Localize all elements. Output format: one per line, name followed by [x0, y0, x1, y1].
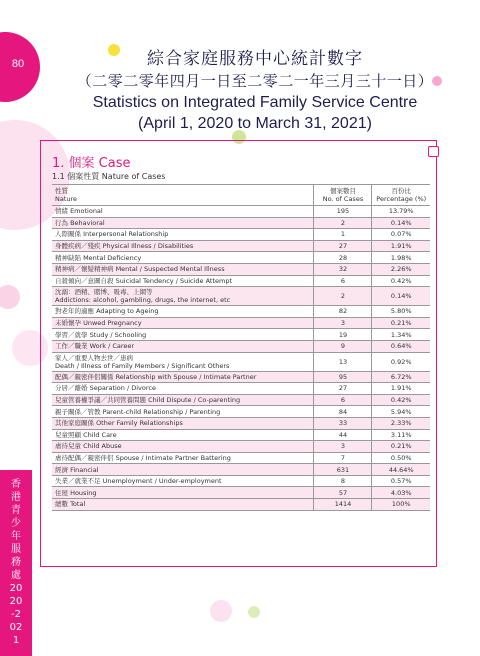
cell-total-percentage: 100% [372, 499, 430, 511]
table-row [52, 306, 430, 318]
cell-nature [52, 240, 314, 252]
cell-nature-text: 對老年的適應 Adapting to Ageing [55, 307, 159, 316]
cell-percentage: 4.03% [372, 487, 430, 499]
cell-percentage: 13.79% [372, 206, 430, 218]
cell-nature [52, 383, 314, 395]
table-row [52, 429, 430, 441]
cell-nature-text: 家人／重要人物去世／患病 [55, 353, 133, 362]
cell-nature [52, 371, 314, 383]
cell-nature-text: 精神病／懷疑精神病 Mental / Suspected Mental Illness [55, 265, 225, 274]
table-row [52, 317, 430, 329]
header-cases [314, 185, 372, 206]
cell-nature-text-2: Death / Illness of Family Members / Significant Others [55, 361, 230, 370]
header-cases-en: No. of Cases [322, 195, 364, 203]
cell-cases: 19 [314, 329, 372, 341]
table-row [52, 487, 430, 499]
section-title: 1. 個案 Case [52, 156, 131, 171]
cell-nature-text: 兒童照顧 Child Care [55, 430, 117, 439]
cell-cases: 57 [314, 487, 372, 499]
cell-cases: 2 [314, 287, 372, 306]
cell-percentage: 0.42% [372, 275, 430, 287]
table-row [52, 206, 430, 218]
table-total-row [52, 499, 430, 511]
table-row [52, 240, 430, 252]
header-nature [52, 185, 314, 206]
cell-percentage: 0.64% [372, 340, 430, 352]
table-row [52, 263, 430, 275]
cell-cases: 9 [314, 340, 372, 352]
cell-percentage: 3.11% [372, 429, 430, 441]
cell-nature [52, 475, 314, 487]
cell-nature-text: 未婚懷孕 Unwed Pregnancy [55, 319, 142, 328]
cell-cases: 84 [314, 406, 372, 418]
section-subtitle: 1.1 個案性質 Nature of Cases [52, 172, 166, 181]
cell-percentage: 2.33% [372, 417, 430, 429]
header-pct-zh: 百份比 [391, 187, 411, 195]
cell-nature-text: 自殺傾向／意圖自殺 Suicidal Tendency / Suicide Attempt [55, 276, 233, 285]
cell-percentage: 44.64% [372, 464, 430, 476]
cell-nature [52, 417, 314, 429]
cell-nature [52, 287, 314, 306]
cell-percentage: 0.14% [372, 217, 430, 229]
cell-nature [52, 275, 314, 287]
cell-cases: 6 [314, 275, 372, 287]
cell-percentage: 0.50% [372, 452, 430, 464]
cell-percentage: 1.91% [372, 240, 430, 252]
cell-cases: 33 [314, 417, 372, 429]
table-row [52, 352, 430, 371]
page-number: 80 [11, 58, 25, 70]
cell-cases: 3 [314, 317, 372, 329]
cell-cases: 6 [314, 394, 372, 406]
table-row [52, 441, 430, 453]
cell-percentage: 0.14% [372, 287, 430, 306]
cell-cases: 28 [314, 252, 372, 264]
cell-percentage: 2.26% [372, 263, 430, 275]
decor-circle-pink-bottom [210, 600, 232, 622]
table-row [52, 452, 430, 464]
header-cases-zh: 個案數目 [329, 187, 356, 195]
cell-nature [52, 252, 314, 264]
side-label: 香港青少年服務處 2020-2021 [9, 479, 23, 646]
cell-nature [52, 317, 314, 329]
title-zh-line2: （二零二零年四月一日至二零二一年三月三十一日） [76, 72, 434, 90]
title-block [60, 48, 450, 134]
table-row [52, 252, 430, 264]
cell-nature [52, 441, 314, 453]
table-row [52, 371, 430, 383]
cell-nature-text: 兒童管養權爭議／共同管養問題 Child Dispute / Co-parenting [55, 396, 241, 405]
decor-circle-pink-mid2 [0, 285, 20, 309]
table-row [52, 475, 430, 487]
cell-cases: 1 [314, 229, 372, 241]
cell-nature-text: 親子關係／管教 Parent-child Relationship / Parenting [55, 407, 221, 416]
cell-nature-text: 行為 Behavioral [55, 218, 105, 227]
cell-total-cases: 1414 [314, 499, 372, 511]
cell-nature [52, 340, 314, 352]
cell-nature-text: 虐待配偶／親密伴侶 Spouse / Intimate Partner Battering [55, 453, 231, 462]
cell-nature-text: 經濟 Financial [55, 465, 99, 474]
cell-percentage: 0.57% [372, 475, 430, 487]
cell-nature [52, 429, 314, 441]
cell-percentage: 5.80% [372, 306, 430, 318]
title-zh-line1: 綜合家庭服務中心統計數字 [147, 49, 363, 69]
panel-corner-icon [428, 146, 439, 157]
cell-percentage: 6.72% [372, 371, 430, 383]
cell-cases: 82 [314, 306, 372, 318]
cell-nature-text-2: Addictions: alcohol, gambling, drugs, the internet, etc [55, 296, 231, 305]
cell-total-label: 總數 Total [52, 499, 314, 511]
cell-nature-text: 精神缺陷 Mental Deficiency [55, 253, 142, 262]
cell-cases: 7 [314, 452, 372, 464]
table-row [52, 394, 430, 406]
table-row [52, 329, 430, 341]
table-row [52, 383, 430, 395]
cell-nature-text: 學習／就學 Study / Schooling [55, 330, 147, 339]
cell-nature-text: 工作／職業 Work / Career [55, 342, 135, 351]
decor-circle-green-bottom [248, 606, 260, 618]
cell-percentage: 1.91% [372, 383, 430, 395]
title-en-line1: Statistics on Integrated Family Service Centre [92, 94, 418, 111]
cell-nature [52, 464, 314, 476]
cell-percentage: 1.98% [372, 252, 430, 264]
table-header-row [52, 185, 430, 206]
cell-nature [52, 352, 314, 371]
cell-cases: 13 [314, 352, 372, 371]
cell-cases: 95 [314, 371, 372, 383]
cell-nature-text: 虐待兒童 Child Abuse [55, 442, 122, 451]
header-nature-en: Nature [55, 195, 78, 203]
cell-nature [52, 217, 314, 229]
table-row [52, 464, 430, 476]
cell-nature [52, 487, 314, 499]
cell-nature-text: 身體疾病／殘疾 Physical Illness / Disabilities [55, 242, 194, 251]
cell-cases: 32 [314, 263, 372, 275]
cell-nature-text: 住屋 Housing [55, 488, 97, 497]
cell-percentage: 0.21% [372, 317, 430, 329]
header-pct-en: Percentage (%) [376, 195, 427, 203]
cell-nature [52, 406, 314, 418]
table-row [52, 340, 430, 352]
cell-nature-text: 其他家庭關係 Other Family Relationships [55, 419, 183, 428]
cell-percentage: 5.94% [372, 406, 430, 418]
cell-cases: 27 [314, 240, 372, 252]
cell-cases: 631 [314, 464, 372, 476]
table-row [52, 229, 430, 241]
cell-nature [52, 394, 314, 406]
cell-cases: 27 [314, 383, 372, 395]
cell-cases: 195 [314, 206, 372, 218]
table-row [52, 417, 430, 429]
table-body [52, 206, 430, 511]
cell-percentage: 0.42% [372, 394, 430, 406]
cell-nature-text: 沈溺：酒精、賭博、吸毒、上網等 [55, 288, 153, 297]
cell-cases: 44 [314, 429, 372, 441]
table-row [52, 217, 430, 229]
cell-nature-text: 情緒 Emotional [55, 207, 103, 216]
header-nature-zh: 性質 [55, 187, 68, 195]
cell-nature-text: 人際關係 Interpersonal Relationship [55, 230, 169, 239]
cell-percentage: 0.21% [372, 441, 430, 453]
cell-nature [52, 229, 314, 241]
cell-nature [52, 263, 314, 275]
cell-nature-text: 失業／就業不足 Unemployment / Under-employment [55, 477, 222, 486]
cases-table [52, 184, 430, 511]
cell-percentage: 1.34% [372, 329, 430, 341]
cell-nature [52, 452, 314, 464]
cell-nature [52, 329, 314, 341]
cell-nature-text: 配偶／親密伴侶關係 Relationship with Spouse / Intimate Partner [55, 372, 257, 381]
cell-nature [52, 306, 314, 318]
cell-nature-text: 分居／離婚 Separation / Divorce [55, 384, 156, 393]
cell-percentage: 0.07% [372, 229, 430, 241]
header-percentage [372, 185, 430, 206]
cell-cases: 8 [314, 475, 372, 487]
title-en-line2: (April 1, 2020 to March 31, 2021) [138, 115, 372, 132]
cell-cases: 2 [314, 217, 372, 229]
cell-percentage: 0.92% [372, 352, 430, 371]
table-row [52, 287, 430, 306]
cell-cases: 3 [314, 441, 372, 453]
cell-nature [52, 206, 314, 218]
table-row [52, 406, 430, 418]
table-row [52, 275, 430, 287]
